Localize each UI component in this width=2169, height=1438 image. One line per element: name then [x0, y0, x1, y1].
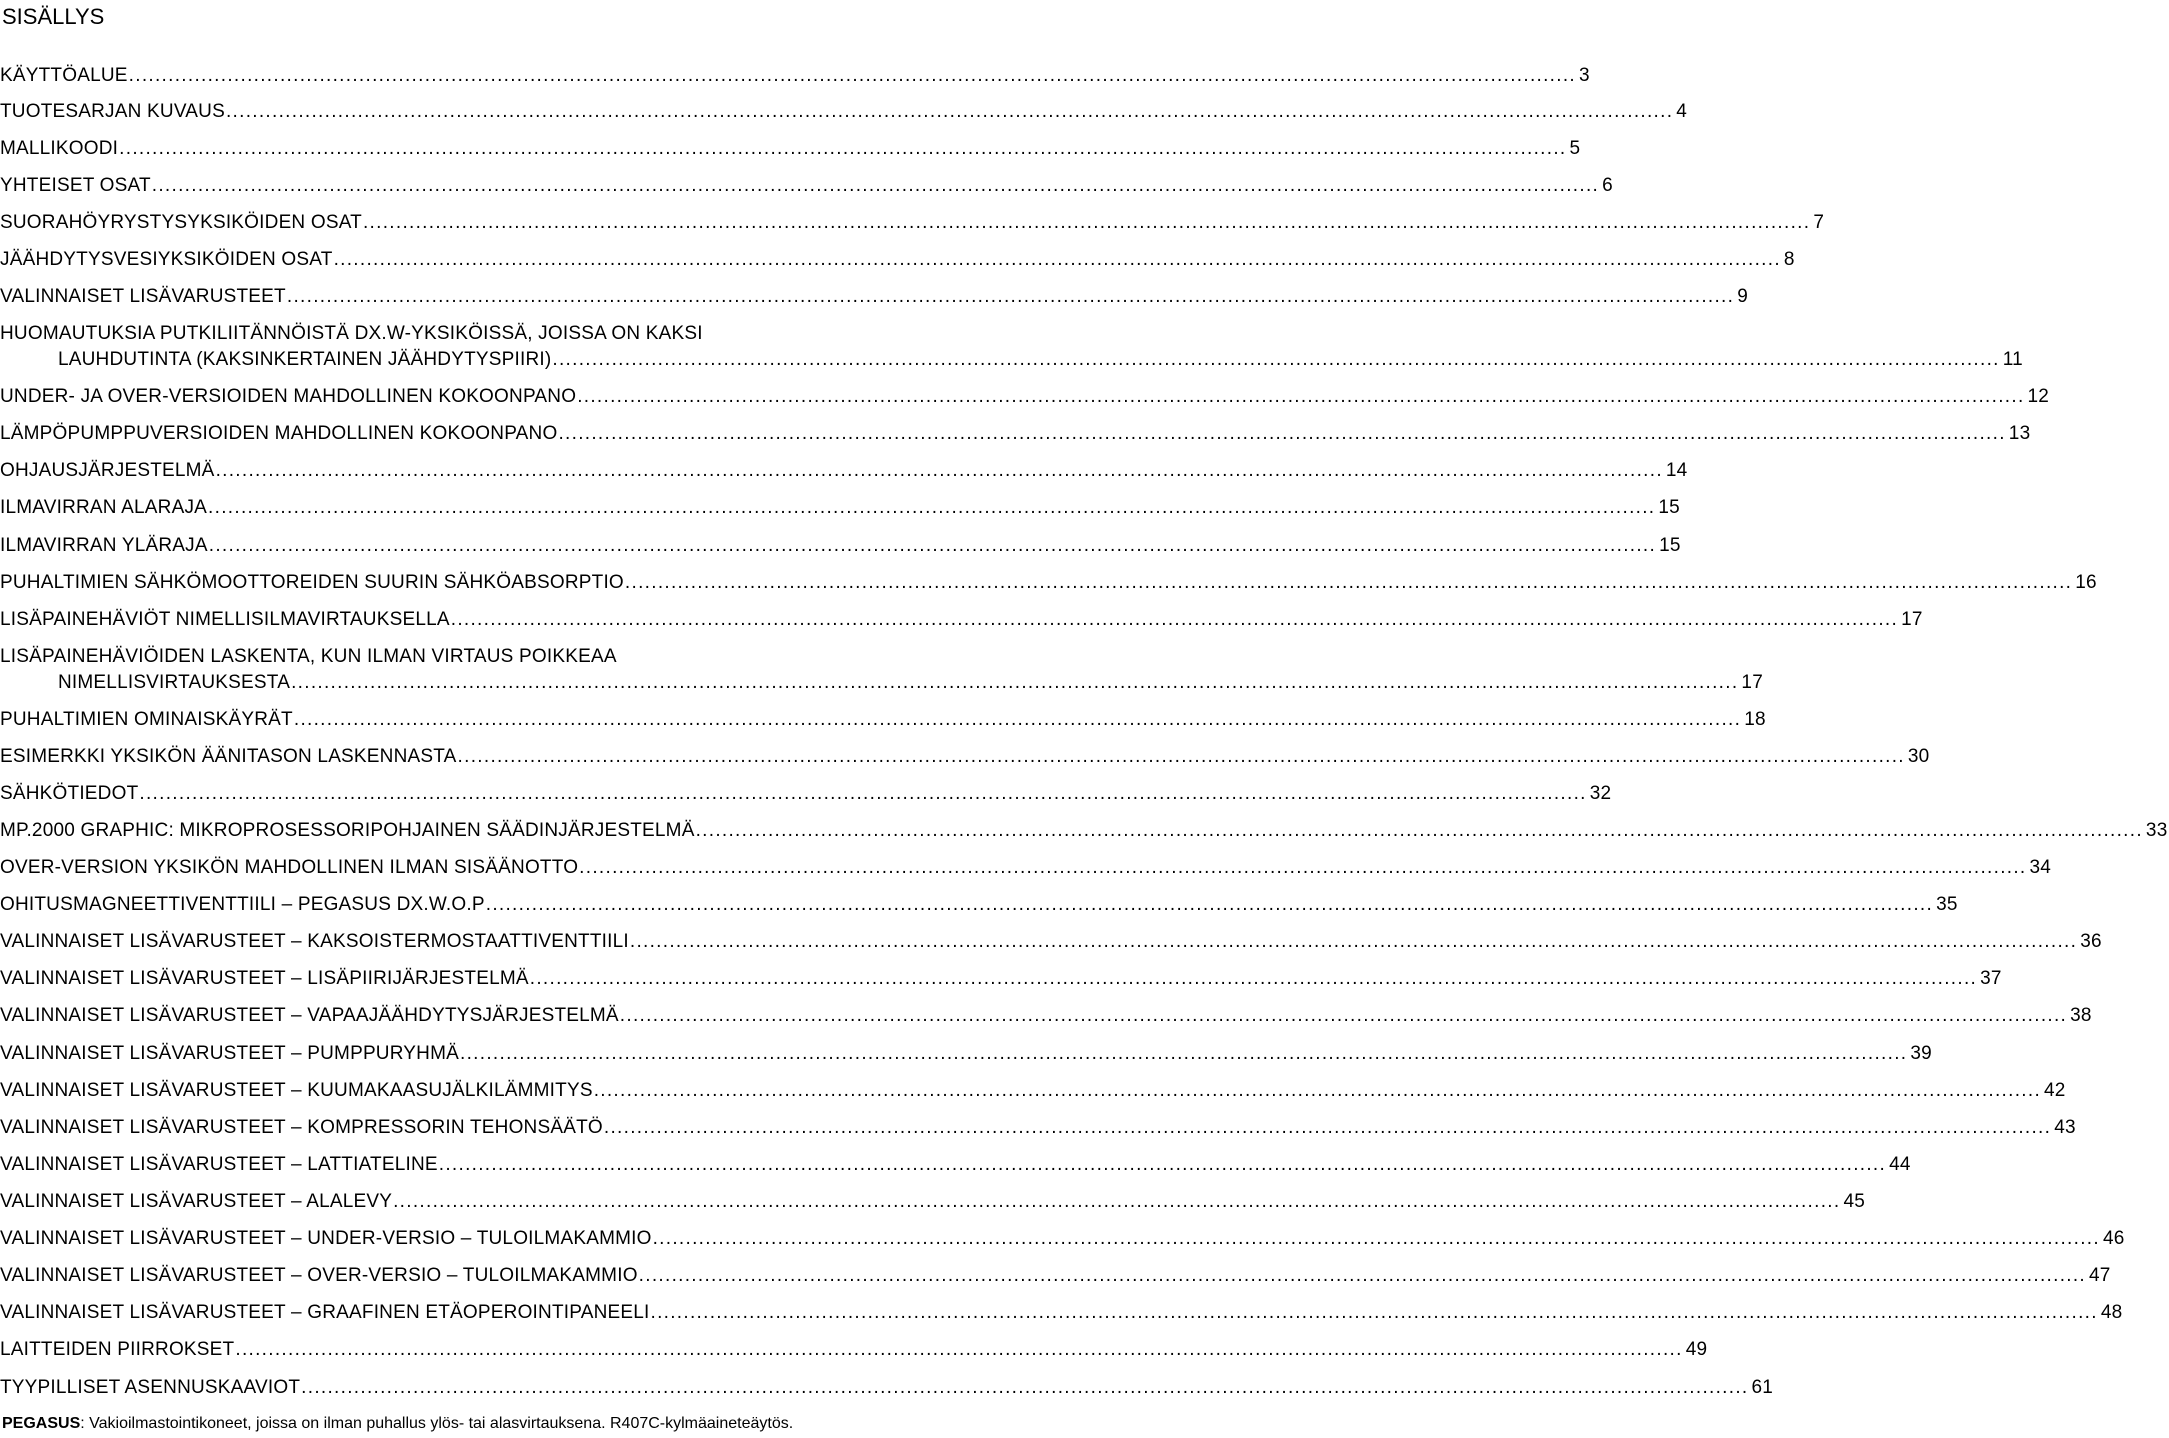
toc-dot-leader: ............................................................................................................................................................................................................................ [450, 609, 1899, 630]
toc-page-number: 33 [2145, 820, 2168, 841]
toc-entry-title: TUOTESARJAN KUVAUS [0, 101, 225, 122]
toc-page-number: 47 [2089, 1265, 2111, 1286]
toc-page-number: 13 [2008, 423, 2031, 444]
toc-entry-title: MP.2000 GRAPHIC: MIKROPROSESSORIPOHJAINEN SÄÄDINJÄRJESTELMÄ [0, 820, 695, 841]
page-title: SISÄLLYS [2, 4, 105, 29]
toc-page-number: 15 [1659, 535, 1681, 556]
toc-page-number: 38 [2070, 1005, 2092, 1026]
toc-page-number: 34 [2029, 857, 2052, 878]
toc-line [0, 136, 1581, 162]
toc-entry-title: PUHALTIMIEN SÄHKÖMOOTTOREIDEN SUURIN SÄHKÖABSORPTIO [0, 572, 624, 593]
toc-page-number: 48 [2100, 1302, 2123, 1323]
toc-line [0, 1226, 2125, 1252]
toc-line [0, 458, 1688, 484]
toc-line [0, 570, 2097, 596]
toc-page-number: 6 [1602, 175, 1613, 196]
toc-line [0, 892, 1958, 918]
toc-line [0, 1337, 1708, 1363]
toc-line [0, 99, 1688, 125]
toc-page-number: 11 [2002, 349, 2023, 370]
toc-line [0, 210, 1825, 236]
toc-line [0, 1300, 2123, 1326]
toc-line [0, 1041, 1932, 1067]
toc-line [0, 533, 1681, 559]
toc-entry-title: MALLIKOODI [0, 138, 119, 159]
toc-dot-leader: ............................................................................................................................................................................................................................ [638, 1265, 2087, 1286]
toc-entry-title: VALINNAISET LISÄVARUSTEET – UNDER-VERSIO – TULOILMAKAMMIO [0, 1228, 652, 1249]
toc-entry-title: ILMAVIRRAN YLÄRAJA [0, 535, 208, 556]
toc-page-number: 17 [1901, 609, 1923, 630]
toc-entry-title: VALINNAISET LISÄVARUSTEET – ALALEVY [0, 1191, 393, 1212]
toc-line [0, 247, 1795, 273]
toc-dot-leader: ............................................................................................................................................................................................................................ [208, 497, 1656, 518]
toc-dot-leader: ............................................................................................................................................................................................................................ [139, 783, 1587, 804]
toc-line [0, 818, 2168, 844]
toc-entry-title: SÄHKÖTIEDOT [0, 783, 139, 804]
toc-entry-title: LISÄPAINEHÄVIÖIDEN LASKENTA, KUN ILMAN VIRTAUS POIKKEAA [0, 646, 617, 667]
toc-entry-title: UNDER- JA OVER-VERSIOIDEN MAHDOLLINEN KOKOONPANO [0, 386, 577, 407]
toc-page-number: 43 [2054, 1117, 2076, 1138]
toc-line-continuation [58, 670, 1763, 696]
toc-dot-leader: ............................................................................................................................................................................................................................ [460, 1043, 1908, 1064]
toc-page-number: 36 [2080, 931, 2102, 952]
toc-line [0, 1003, 2092, 1029]
toc-line [0, 644, 960, 670]
toc-entry-title: VALINNAISET LISÄVARUSTEET – LATTIATELINE [0, 1154, 438, 1175]
toc-line [0, 855, 2052, 881]
toc-line [0, 1263, 2111, 1289]
toc-page-number: 39 [1910, 1043, 1932, 1064]
footer-term: PEGASUS [2, 1415, 81, 1432]
toc-dot-leader: ............................................................................................................................................................................................................................ [593, 1080, 2042, 1101]
toc-entry-title: VALINNAISET LISÄVARUSTEET – KAKSOISTERMOSTAATTIVENTTIILI [0, 931, 629, 952]
toc-dot-leader: ............................................................................................................................................................................................................................ [552, 349, 2000, 370]
footer-note [2, 1412, 793, 1436]
toc-dot-leader: ............................................................................................................................................................................................................................ [438, 1154, 1887, 1175]
toc-page-number: 45 [1843, 1191, 1865, 1212]
toc-page-number: 30 [1907, 746, 1930, 767]
toc-line [0, 384, 2050, 410]
toc-line [0, 173, 1613, 199]
toc-line [0, 744, 1930, 770]
toc-dot-leader: ............................................................................................................................................................................................................................ [215, 460, 1663, 481]
toc-dot-leader: ............................................................................................................................................................................................................................ [695, 820, 2143, 841]
toc-page-number: 46 [2102, 1228, 2125, 1249]
toc-page-number: 4 [1676, 101, 1688, 122]
toc-entry-title: LAITTEIDEN PIIRROKSET [0, 1339, 235, 1360]
toc-page-number: 35 [1936, 894, 1958, 915]
toc-line [0, 321, 960, 347]
toc-line [0, 1078, 2066, 1104]
toc-entry-title: ILMAVIRRAN ALARAJA [0, 497, 208, 518]
toc-line [0, 707, 1766, 733]
toc-entry-title: KÄYTTÖALUE [0, 65, 128, 86]
toc-dot-leader: ............................................................................................................................................................................................................................ [291, 672, 1739, 693]
toc-page-number: 3 [1579, 65, 1590, 86]
toc-entry-title: VALINNAISET LISÄVARUSTEET – LISÄPIIRIJÄRJESTELMÄ [0, 968, 529, 989]
toc-dot-leader: ............................................................................................................................................................................................................................ [151, 175, 1600, 196]
toc-entry-title: HUOMAUTUKSIA PUTKILIITÄNNÖISTÄ DX.W-YKSIKÖISSÄ, JOISSA ON KAKSI [0, 323, 703, 344]
toc-dot-leader: ............................................................................................................................................................................................................................ [235, 1339, 1683, 1360]
toc-entry-title: OHITUSMAGNEETTIVENTTIILI – PEGASUS DX.W.O.P [0, 894, 485, 915]
toc-page-number: 44 [1889, 1154, 1911, 1175]
footer-text: : Vakioilmastointikoneet, joissa on ilman puhallus ylös- tai alasvirtauksena. R407C-kylmäaineteäytös. [80, 1415, 794, 1432]
toc-dot-leader: ............................................................................................................................................................................................................................ [652, 1228, 2100, 1249]
toc-dot-leader: ............................................................................................................................................................................................................................ [293, 709, 1742, 730]
toc-dot-leader: ............................................................................................................................................................................................................................ [558, 423, 2006, 444]
toc-dot-leader: ............................................................................................................................................................................................................................ [577, 386, 2025, 407]
toc-entry-title: VALINNAISET LISÄVARUSTEET – VAPAAJÄÄHDYTYSJÄRJESTELMÄ [0, 1005, 619, 1026]
toc-entry-title: VALINNAISET LISÄVARUSTEET – OVER-VERSIO – TULOILMAKAMMIO [0, 1265, 638, 1286]
toc-page-number: 16 [2075, 572, 2097, 593]
toc-dot-leader: ............................................................................................................................................................................................................................ [128, 65, 1576, 86]
toc-page-number: 7 [1813, 212, 1825, 233]
toc-entry-title: VALINNAISET LISÄVARUSTEET – KUUMAKAASUJÄLKILÄMMITYS [0, 1080, 593, 1101]
toc-entry-title: JÄÄHDYTYSVESIYKSIKÖIDEN OSAT [0, 249, 333, 270]
toc-dot-leader: ............................................................................................................................................................................................................................ [286, 286, 1735, 307]
toc-page-number: 17 [1741, 672, 1763, 693]
toc-line [0, 1189, 1865, 1215]
toc-page-number: 37 [1980, 968, 2002, 989]
toc-page-number: 61 [1751, 1377, 1774, 1398]
toc-entry-title: PUHALTIMIEN OMINAISKÄYRÄT [0, 709, 293, 730]
toc-entry-title: OVER-VERSION YKSIKÖN MAHDOLLINEN ILMAN SISÄÄNOTTO [0, 857, 579, 878]
toc-entry-title: YHTEISET OSAT [0, 175, 151, 196]
toc-dot-leader: ............................................................................................................................................................................................................................ [393, 1191, 1841, 1212]
toc-entry-title: NIMELLISVIRTAUKSESTA [58, 672, 291, 693]
toc-line [0, 966, 2002, 992]
toc-dot-leader: ............................................................................................................................................................................................................................ [457, 746, 1905, 767]
toc-page-number: 42 [2044, 1080, 2066, 1101]
toc-dot-leader: ............................................................................................................................................................................................................................ [603, 1117, 2052, 1138]
toc-entry-title: ESIMERKKI YKSIKÖN ÄÄNITASON LASKENNASTA [0, 746, 457, 767]
toc-line [0, 63, 1590, 89]
toc-line [0, 929, 2102, 955]
toc-entry-title: VALINNAISET LISÄVARUSTEET – PUMPPURYHMÄ [0, 1043, 460, 1064]
toc-dot-leader: ............................................................................................................................................................................................................................ [119, 138, 1567, 159]
toc-page-number: 9 [1737, 286, 1748, 307]
toc-entry-title: VALINNAISET LISÄVARUSTEET [0, 286, 286, 307]
toc-line-continuation [58, 347, 2023, 373]
toc-dot-leader: ............................................................................................................................................................................................................................ [529, 968, 1978, 989]
toc-entry-title: OHJAUSJÄRJESTELMÄ [0, 460, 215, 481]
toc-entry-title: LÄMPÖPUMPPUVERSIOIDEN MAHDOLLINEN KOKOONPANO [0, 423, 558, 444]
toc-line [0, 781, 1612, 807]
toc-entry-title: TYYPILLISET ASENNUSKAAVIOT [0, 1377, 301, 1398]
toc-page-number: 14 [1665, 460, 1688, 481]
toc-dot-leader: ............................................................................................................................................................................................................................ [485, 894, 1934, 915]
toc-dot-leader: ............................................................................................................................................................................................................................ [650, 1302, 2098, 1323]
toc-line [0, 1375, 1774, 1401]
toc-line [0, 1152, 1911, 1178]
toc-dot-leader: ............................................................................................................................................................................................................................ [362, 212, 1811, 233]
toc-line [0, 284, 1748, 310]
toc-page-number: 49 [1685, 1339, 1708, 1360]
toc-dot-leader: ............................................................................................................................................................................................................................ [333, 249, 1781, 270]
toc-entry-title: LISÄPAINEHÄVIÖT NIMELLISILMAVIRTAUKSELLA [0, 609, 450, 630]
toc-entry-title: SUORAHÖYRYSTYSYKSIKÖIDEN OSAT [0, 212, 362, 233]
toc-page-number: 8 [1783, 249, 1795, 270]
toc-dot-leader: ............................................................................................................................................................................................................................ [579, 857, 2027, 878]
toc-dot-leader: ............................................................................................................................................................................................................................ [208, 535, 1657, 556]
toc-entry-title: LAUHDUTINTA (KAKSINKERTAINEN JÄÄHDYTYSPIIRI) [58, 349, 552, 370]
toc-dot-leader: ............................................................................................................................................................................................................................ [619, 1005, 2068, 1026]
toc-dot-leader: ............................................................................................................................................................................................................................ [301, 1377, 1749, 1398]
toc-entry-title: VALINNAISET LISÄVARUSTEET – KOMPRESSORIN TEHONSÄÄTÖ [0, 1117, 603, 1138]
toc-line [0, 1115, 2076, 1141]
toc-dot-leader: ............................................................................................................................................................................................................................ [629, 931, 2078, 952]
toc-entry-title: VALINNAISET LISÄVARUSTEET – GRAAFINEN ETÄOPEROINTIPANEELI [0, 1302, 650, 1323]
toc-line [0, 495, 1680, 521]
toc-dot-leader: ............................................................................................................................................................................................................................ [624, 572, 2073, 593]
toc-dot-leader: ............................................................................................................................................................................................................................ [225, 101, 1674, 122]
toc-page-number: 5 [1569, 138, 1581, 159]
toc-page-number: 18 [1744, 709, 1766, 730]
toc-page-number: 32 [1589, 783, 1612, 804]
toc-line [0, 421, 2031, 447]
toc-line [0, 607, 1923, 633]
toc-page-number: 15 [1658, 497, 1680, 518]
toc-page-number: 12 [2027, 386, 2050, 407]
